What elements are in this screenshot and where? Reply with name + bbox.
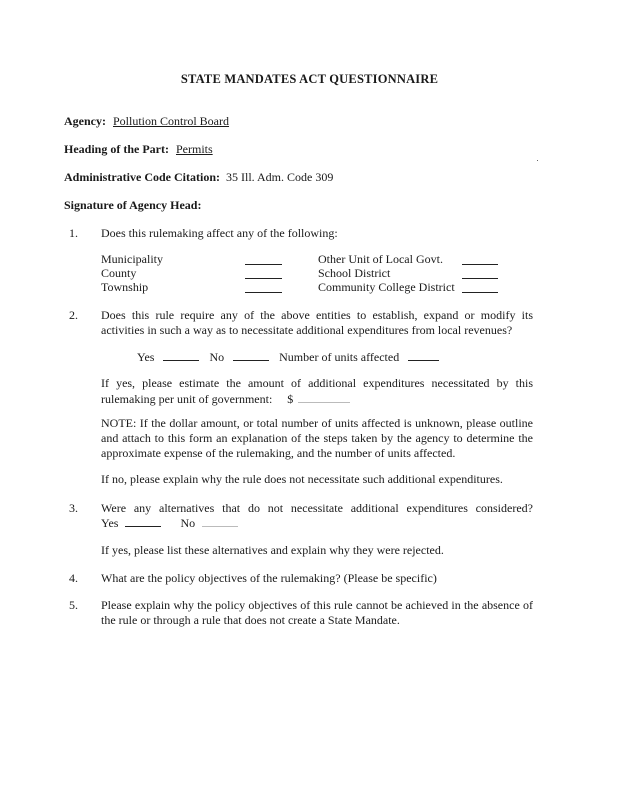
q2-no-blank[interactable]: [233, 349, 269, 361]
q3-yes-label: Yes: [101, 516, 119, 530]
q1-blank-township[interactable]: [245, 280, 282, 298]
q2-units-label: Number of units affected: [279, 350, 400, 364]
agency-label: Agency:: [64, 114, 106, 128]
q3-answer-row: [101, 515, 238, 531]
q2-units-blank[interactable]: [408, 349, 439, 361]
q3-followup-text: If yes, please list these alternatives and explain why they were rejected.: [101, 543, 444, 557]
q5-text: Please explain why the policy objectives of this rule cannot be achieved in the absence of the rule or through a rule that does not create a State Mandate.: [101, 598, 533, 627]
q1-entity-county: County: [101, 266, 137, 280]
q2-estimate-label: If yes, please estimate the amount of additional expenditures necessitated by this rulemaking per unit of government:: [101, 376, 533, 406]
q2-note-text: NOTE: If the dollar amount, or total number of units affected is unknown, please outline and attach to this form an explanation of the steps taken by the agency to determine the approximate expense of the rulemaking, and the number of units affected.: [101, 416, 533, 460]
heading-row: [64, 142, 213, 157]
q1-text: Does this rulemaking affect any of the following:: [101, 226, 338, 240]
q1-entity-township: Township: [101, 280, 149, 294]
q2-dollar-blank[interactable]: [298, 391, 350, 403]
q1-entity-other-local-govt: Other Unit of Local Govt.: [318, 252, 443, 266]
heading-label: Heading of the Part:: [64, 142, 169, 156]
citation-value: 35 Ill. Adm. Code 309: [226, 170, 334, 184]
q1-entity-school-district: School District: [318, 266, 391, 280]
q3-number: 3.: [69, 501, 78, 515]
q1-entity-community-college: Community College District: [318, 280, 455, 294]
q3-text: Were any alternatives that do not necessitate additional expenditures considered?: [101, 501, 533, 515]
q1-blank-community-college[interactable]: [462, 280, 498, 298]
q4-text: What are the policy objectives of the rulemaking? (Please be specific): [101, 571, 437, 585]
q2-if-no-text: If no, please explain why the rule does not necessitate such additional expenditures.: [101, 472, 503, 486]
agency-value: Pollution Control Board: [113, 114, 230, 128]
page-title: STATE MANDATES ACT QUESTIONNAIRE: [180, 72, 439, 86]
q2-number: 2.: [69, 308, 78, 322]
q1-number: 1.: [69, 226, 78, 240]
agency-row: [64, 114, 229, 129]
q5-number: 5.: [69, 598, 78, 612]
q2-answer-row: [137, 349, 439, 365]
q3-no-blank[interactable]: [202, 515, 238, 527]
citation-label: Administrative Code Citation:: [64, 170, 220, 184]
q2-no-label: No: [209, 350, 225, 364]
q1-entity-municipality: Municipality: [101, 252, 163, 266]
q3-yes-blank[interactable]: [125, 515, 161, 527]
q2-yes-blank[interactable]: [163, 349, 199, 361]
q2-yes-label: Yes: [137, 350, 155, 364]
q2-dollar-sign: $: [287, 392, 294, 406]
q2-text: Does this rule require any of the above entities to establish, expand or modify its activities in such a way as to necessitate additional expenditures from local revenues?: [101, 308, 533, 337]
q2-estimate-text: [101, 376, 533, 407]
scan-speck: [537, 160, 538, 161]
q4-number: 4.: [69, 571, 78, 585]
q3-no-label: No: [180, 516, 196, 530]
signature-label: Signature of Agency Head:: [64, 198, 202, 212]
citation-row: [64, 170, 333, 185]
heading-value: Permits: [175, 142, 213, 156]
